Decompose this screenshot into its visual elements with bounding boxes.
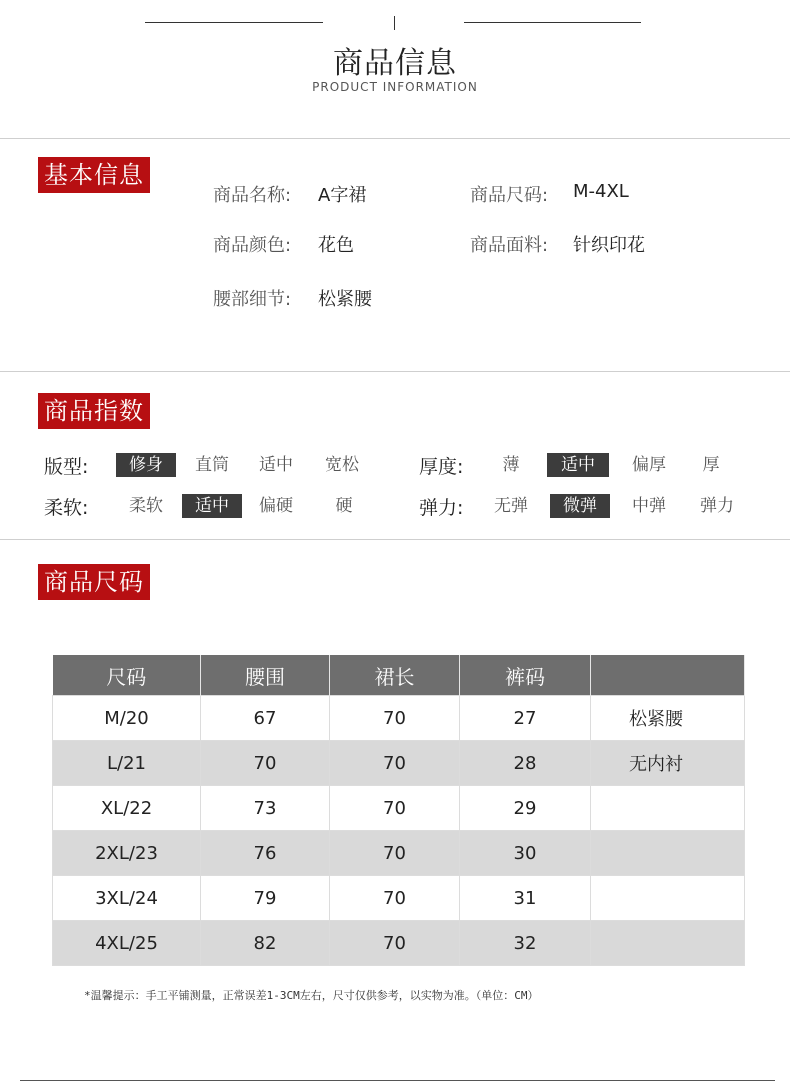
table-cell: 70 xyxy=(201,741,330,786)
section-tag-product-index: 商品指数 xyxy=(38,393,150,429)
table-cell: M/20 xyxy=(53,696,201,741)
table-cell-note xyxy=(591,876,745,921)
section-tag-basic-info: 基本信息 xyxy=(38,157,150,193)
info-label-size: 商品尺码: xyxy=(470,185,549,206)
column-header-length: 裙长 xyxy=(330,655,460,696)
info-value-name: A字裙 xyxy=(318,185,367,206)
table-cell: 31 xyxy=(460,876,591,921)
table-cell: 82 xyxy=(201,921,330,966)
page-subtitle: PRODUCT INFORMATION xyxy=(312,80,478,94)
table-header-row xyxy=(53,655,745,696)
index-option: 直筒 xyxy=(195,455,229,475)
index-option-selected: 微弹 xyxy=(550,494,610,518)
index-label-thickness: 厚度: xyxy=(419,456,464,478)
table-cell-note: 松紧腰 xyxy=(591,696,745,741)
info-label-color: 商品颜色: xyxy=(213,235,292,256)
column-header-waist: 腰围 xyxy=(201,655,330,696)
table-cell: 79 xyxy=(201,876,330,921)
table-row xyxy=(53,876,745,921)
info-value-fabric: 针织印花 xyxy=(573,235,645,256)
info-value-waist: 松紧腰 xyxy=(318,289,372,310)
index-option-selected: 适中 xyxy=(547,453,609,477)
table-cell: 32 xyxy=(460,921,591,966)
index-option-selected: 适中 xyxy=(182,494,242,518)
table-cell-note xyxy=(591,831,745,876)
index-option: 无弹 xyxy=(494,496,528,516)
page-title: 商品信息 xyxy=(333,46,457,81)
table-row xyxy=(53,921,745,966)
index-option: 厚 xyxy=(702,455,720,475)
header-line-left xyxy=(145,22,323,23)
index-option: 偏硬 xyxy=(259,496,293,516)
table-cell-note xyxy=(591,786,745,831)
index-option: 弹力 xyxy=(700,496,734,516)
table-cell: 4XL/25 xyxy=(53,921,201,966)
table-cell: 76 xyxy=(201,831,330,876)
table-cell: 70 xyxy=(330,696,460,741)
table-cell-note: 无内衬 xyxy=(591,741,745,786)
info-label-name: 商品名称: xyxy=(213,185,292,206)
table-cell: 3XL/24 xyxy=(53,876,201,921)
table-cell: 73 xyxy=(201,786,330,831)
table-row xyxy=(53,831,745,876)
table-cell: 30 xyxy=(460,831,591,876)
table-cell-note xyxy=(591,921,745,966)
size-tip: *温馨提示：手工平铺测量，正常误差1-3CM左右，尺寸仅供参考，以实物为准。（单位：CM） xyxy=(84,989,539,1002)
divider xyxy=(0,138,790,139)
index-option: 薄 xyxy=(502,455,520,475)
table-cell: 70 xyxy=(330,831,460,876)
info-label-waist: 腰部细节: xyxy=(213,289,292,310)
table-row xyxy=(53,786,745,831)
header-line-right xyxy=(464,22,641,23)
index-label-softness: 柔软: xyxy=(44,497,89,519)
index-option: 中弹 xyxy=(632,496,666,516)
info-label-fabric: 商品面料: xyxy=(470,235,549,256)
footer-line xyxy=(20,1080,775,1081)
index-option: 宽松 xyxy=(325,455,359,475)
index-option: 硬 xyxy=(335,496,353,516)
divider xyxy=(0,371,790,372)
table-cell: 29 xyxy=(460,786,591,831)
info-value-color: 花色 xyxy=(318,235,354,256)
column-header-pants-size: 裤码 xyxy=(460,655,591,696)
table-cell: L/21 xyxy=(53,741,201,786)
info-value-size: M-4XL xyxy=(573,181,629,202)
header-tick xyxy=(394,16,395,30)
table-cell: 70 xyxy=(330,921,460,966)
index-label-elasticity: 弹力: xyxy=(419,497,464,519)
table-row xyxy=(53,696,745,741)
index-option: 柔软 xyxy=(129,496,163,516)
size-table xyxy=(52,655,745,966)
table-cell: 67 xyxy=(201,696,330,741)
table-cell: 28 xyxy=(460,741,591,786)
table-cell: 70 xyxy=(330,786,460,831)
table-cell: 27 xyxy=(460,696,591,741)
index-option-selected: 修身 xyxy=(116,453,176,477)
index-option: 适中 xyxy=(259,455,293,475)
divider xyxy=(0,539,790,540)
table-cell: 2XL/23 xyxy=(53,831,201,876)
table-cell: 70 xyxy=(330,876,460,921)
column-header-size: 尺码 xyxy=(53,655,201,696)
column-header-note xyxy=(591,655,745,696)
index-label-fit: 版型: xyxy=(44,456,89,478)
section-tag-size: 商品尺码 xyxy=(38,564,150,600)
table-row xyxy=(53,741,745,786)
table-cell: XL/22 xyxy=(53,786,201,831)
table-cell: 70 xyxy=(330,741,460,786)
index-option: 偏厚 xyxy=(632,455,666,475)
